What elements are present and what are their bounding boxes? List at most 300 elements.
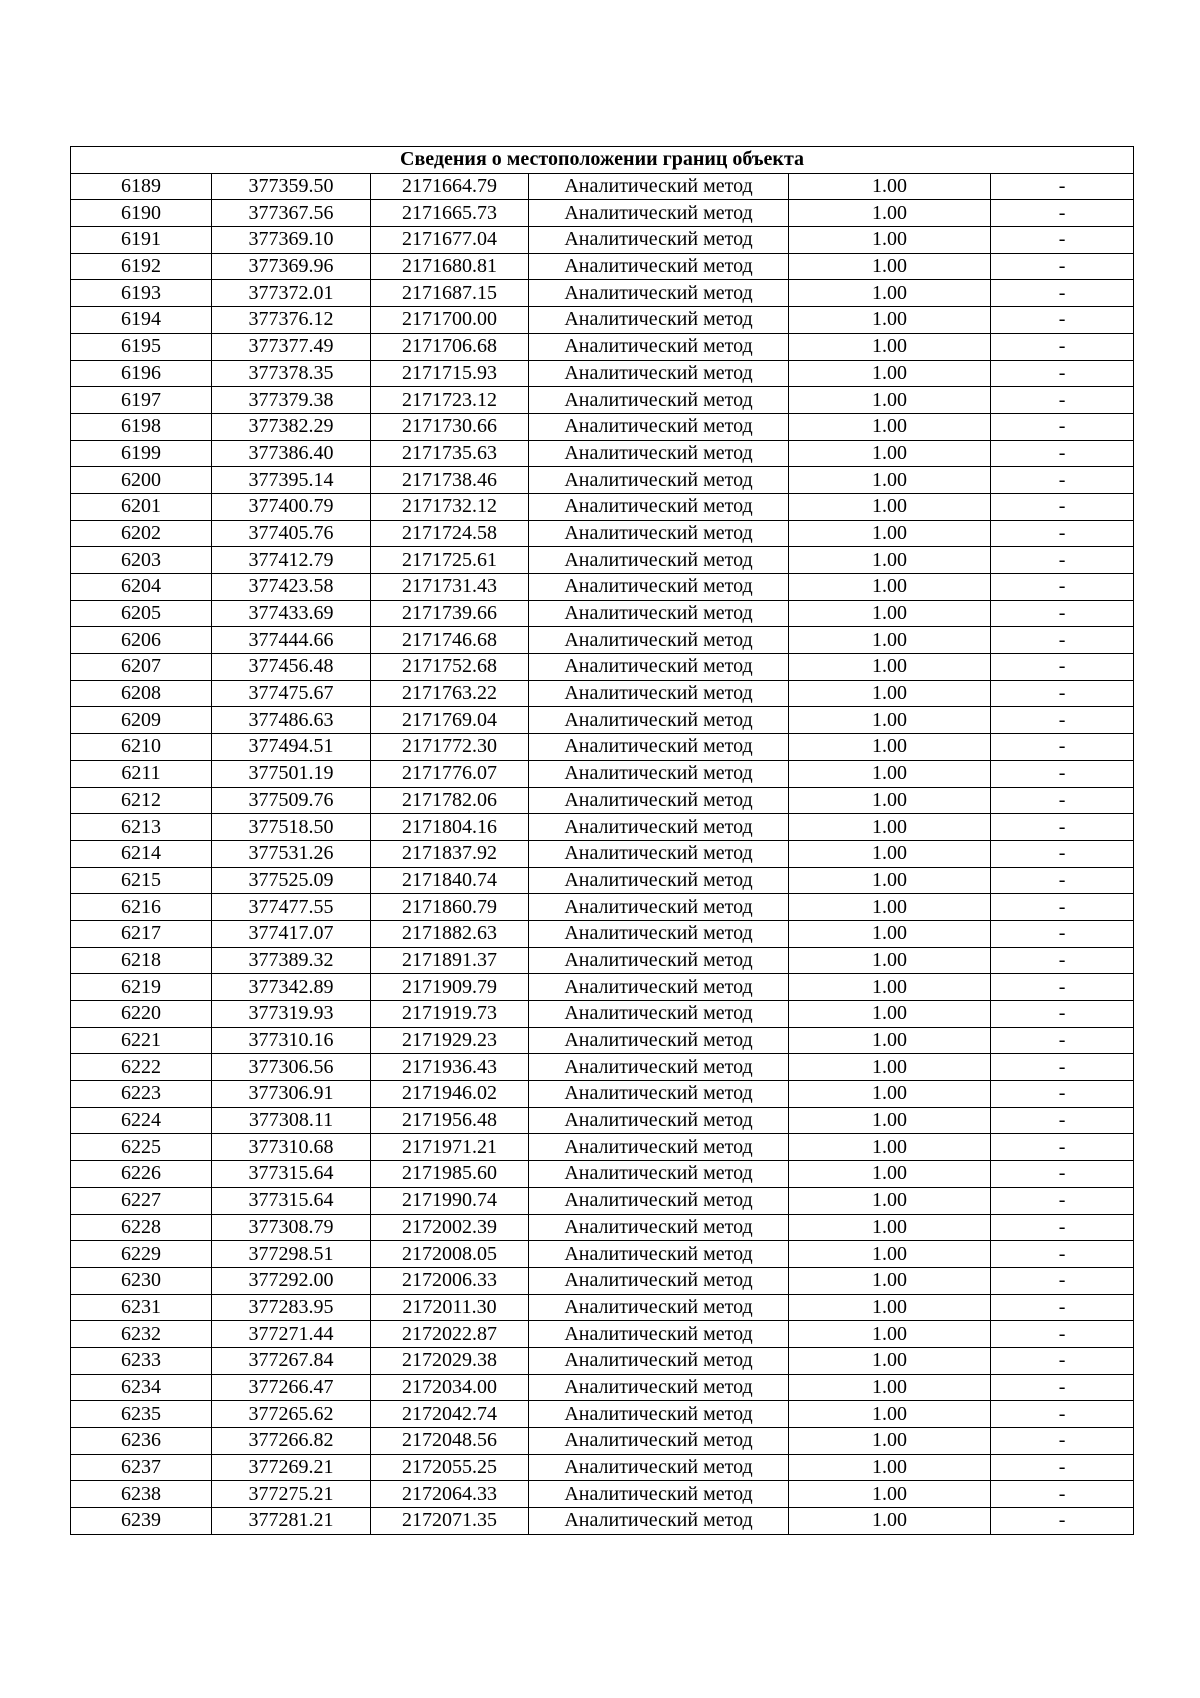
- point-number-cell: 6214: [71, 840, 212, 867]
- y-coordinate-cell: 2171782.06: [371, 787, 529, 814]
- table-row: [71, 440, 1134, 467]
- table-row: [71, 1374, 1134, 1401]
- method-cell: Аналитический метод: [529, 1428, 789, 1455]
- note-cell: -: [991, 360, 1134, 387]
- table-row: [71, 1107, 1134, 1134]
- note-cell: -: [991, 894, 1134, 921]
- note-cell: -: [991, 574, 1134, 601]
- note-cell: -: [991, 974, 1134, 1001]
- note-cell: -: [991, 600, 1134, 627]
- method-cell: Аналитический метод: [529, 493, 789, 520]
- table-row: [71, 1241, 1134, 1268]
- accuracy-cell: 1.00: [789, 734, 991, 761]
- table-row: [71, 360, 1134, 387]
- note-cell: -: [991, 1241, 1134, 1268]
- point-number-cell: 6206: [71, 627, 212, 654]
- accuracy-cell: 1.00: [789, 1134, 991, 1161]
- point-number-cell: 6196: [71, 360, 212, 387]
- point-number-cell: 6198: [71, 413, 212, 440]
- x-coordinate-cell: 377412.79: [212, 547, 371, 574]
- method-cell: Аналитический метод: [529, 867, 789, 894]
- x-coordinate-cell: 377342.89: [212, 974, 371, 1001]
- table-row: [71, 333, 1134, 360]
- x-coordinate-cell: 377395.14: [212, 467, 371, 494]
- table-row: [71, 894, 1134, 921]
- table-row: [71, 574, 1134, 601]
- accuracy-cell: 1.00: [789, 253, 991, 280]
- boundary-coordinates-table: [70, 146, 1134, 1535]
- table-row: [71, 227, 1134, 254]
- method-cell: Аналитический метод: [529, 173, 789, 200]
- method-cell: Аналитический метод: [529, 1294, 789, 1321]
- y-coordinate-cell: 2171730.66: [371, 413, 529, 440]
- note-cell: -: [991, 947, 1134, 974]
- point-number-cell: 6207: [71, 654, 212, 681]
- y-coordinate-cell: 2171746.68: [371, 627, 529, 654]
- x-coordinate-cell: 377266.82: [212, 1428, 371, 1455]
- method-cell: Аналитический метод: [529, 707, 789, 734]
- note-cell: -: [991, 1027, 1134, 1054]
- accuracy-cell: 1.00: [789, 1321, 991, 1348]
- accuracy-cell: 1.00: [789, 894, 991, 921]
- accuracy-cell: 1.00: [789, 920, 991, 947]
- table-title: Сведения о местоположении границ объекта: [71, 147, 1134, 174]
- point-number-cell: 6199: [71, 440, 212, 467]
- x-coordinate-cell: 377518.50: [212, 814, 371, 841]
- point-number-cell: 6232: [71, 1321, 212, 1348]
- point-number-cell: 6215: [71, 867, 212, 894]
- y-coordinate-cell: 2171724.58: [371, 520, 529, 547]
- method-cell: Аналитический метод: [529, 1321, 789, 1348]
- y-coordinate-cell: 2171731.43: [371, 574, 529, 601]
- point-number-cell: 6197: [71, 387, 212, 414]
- y-coordinate-cell: 2171687.15: [371, 280, 529, 307]
- note-cell: -: [991, 867, 1134, 894]
- accuracy-cell: 1.00: [789, 467, 991, 494]
- table-row: [71, 413, 1134, 440]
- method-cell: Аналитический метод: [529, 1027, 789, 1054]
- method-cell: Аналитический метод: [529, 520, 789, 547]
- accuracy-cell: 1.00: [789, 654, 991, 681]
- note-cell: -: [991, 1481, 1134, 1508]
- table-row: [71, 974, 1134, 1001]
- note-cell: -: [991, 1401, 1134, 1428]
- x-coordinate-cell: 377266.47: [212, 1374, 371, 1401]
- note-cell: -: [991, 467, 1134, 494]
- method-cell: Аналитический метод: [529, 574, 789, 601]
- point-number-cell: 6191: [71, 227, 212, 254]
- point-number-cell: 6194: [71, 307, 212, 334]
- x-coordinate-cell: 377315.64: [212, 1187, 371, 1214]
- x-coordinate-cell: 377319.93: [212, 1001, 371, 1028]
- note-cell: -: [991, 253, 1134, 280]
- x-coordinate-cell: 377369.10: [212, 227, 371, 254]
- method-cell: Аналитический метод: [529, 1054, 789, 1081]
- x-coordinate-cell: 377405.76: [212, 520, 371, 547]
- note-cell: -: [991, 1508, 1134, 1535]
- note-cell: -: [991, 1267, 1134, 1294]
- method-cell: Аналитический метод: [529, 1401, 789, 1428]
- accuracy-cell: 1.00: [789, 520, 991, 547]
- x-coordinate-cell: 377423.58: [212, 574, 371, 601]
- table-row: [71, 200, 1134, 227]
- table-row: [71, 1454, 1134, 1481]
- point-number-cell: 6237: [71, 1454, 212, 1481]
- accuracy-cell: 1.00: [789, 1428, 991, 1455]
- point-number-cell: 6236: [71, 1428, 212, 1455]
- accuracy-cell: 1.00: [789, 1481, 991, 1508]
- note-cell: -: [991, 760, 1134, 787]
- y-coordinate-cell: 2171804.16: [371, 814, 529, 841]
- x-coordinate-cell: 377310.16: [212, 1027, 371, 1054]
- method-cell: Аналитический метод: [529, 1134, 789, 1161]
- accuracy-cell: 1.00: [789, 760, 991, 787]
- y-coordinate-cell: 2171909.79: [371, 974, 529, 1001]
- x-coordinate-cell: 377475.67: [212, 680, 371, 707]
- point-number-cell: 6228: [71, 1214, 212, 1241]
- method-cell: Аналитический метод: [529, 1481, 789, 1508]
- point-number-cell: 6190: [71, 200, 212, 227]
- y-coordinate-cell: 2172071.35: [371, 1508, 529, 1535]
- method-cell: Аналитический метод: [529, 814, 789, 841]
- y-coordinate-cell: 2171739.66: [371, 600, 529, 627]
- note-cell: -: [991, 920, 1134, 947]
- x-coordinate-cell: 377376.12: [212, 307, 371, 334]
- x-coordinate-cell: 377433.69: [212, 600, 371, 627]
- y-coordinate-cell: 2172042.74: [371, 1401, 529, 1428]
- note-cell: -: [991, 413, 1134, 440]
- table-row: [71, 467, 1134, 494]
- note-cell: -: [991, 1214, 1134, 1241]
- table-row: [71, 493, 1134, 520]
- accuracy-cell: 1.00: [789, 680, 991, 707]
- method-cell: Аналитический метод: [529, 600, 789, 627]
- point-number-cell: 6208: [71, 680, 212, 707]
- x-coordinate-cell: 377379.38: [212, 387, 371, 414]
- x-coordinate-cell: 377531.26: [212, 840, 371, 867]
- method-cell: Аналитический метод: [529, 1374, 789, 1401]
- x-coordinate-cell: 377359.50: [212, 173, 371, 200]
- accuracy-cell: 1.00: [789, 627, 991, 654]
- method-cell: Аналитический метод: [529, 1454, 789, 1481]
- note-cell: -: [991, 1054, 1134, 1081]
- accuracy-cell: 1.00: [789, 440, 991, 467]
- x-coordinate-cell: 377382.29: [212, 413, 371, 440]
- accuracy-cell: 1.00: [789, 227, 991, 254]
- table-title-row: [71, 147, 1134, 174]
- y-coordinate-cell: 2171769.04: [371, 707, 529, 734]
- method-cell: Аналитический метод: [529, 627, 789, 654]
- y-coordinate-cell: 2171929.23: [371, 1027, 529, 1054]
- method-cell: Аналитический метод: [529, 333, 789, 360]
- y-coordinate-cell: 2171735.63: [371, 440, 529, 467]
- table-row: [71, 1481, 1134, 1508]
- accuracy-cell: 1.00: [789, 1081, 991, 1108]
- table-row: [71, 1214, 1134, 1241]
- method-cell: Аналитический метод: [529, 760, 789, 787]
- y-coordinate-cell: 2172048.56: [371, 1428, 529, 1455]
- table-row: [71, 787, 1134, 814]
- table-row: [71, 387, 1134, 414]
- point-number-cell: 6189: [71, 173, 212, 200]
- y-coordinate-cell: 2172022.87: [371, 1321, 529, 1348]
- method-cell: Аналитический метод: [529, 253, 789, 280]
- method-cell: Аналитический метод: [529, 1001, 789, 1028]
- point-number-cell: 6219: [71, 974, 212, 1001]
- note-cell: -: [991, 1001, 1134, 1028]
- method-cell: Аналитический метод: [529, 467, 789, 494]
- y-coordinate-cell: 2172011.30: [371, 1294, 529, 1321]
- table-row: [71, 1187, 1134, 1214]
- y-coordinate-cell: 2171891.37: [371, 947, 529, 974]
- table-row: [71, 1054, 1134, 1081]
- point-number-cell: 6211: [71, 760, 212, 787]
- point-number-cell: 6202: [71, 520, 212, 547]
- x-coordinate-cell: 377306.56: [212, 1054, 371, 1081]
- method-cell: Аналитический метод: [529, 654, 789, 681]
- point-number-cell: 6213: [71, 814, 212, 841]
- method-cell: Аналитический метод: [529, 440, 789, 467]
- note-cell: -: [991, 1081, 1134, 1108]
- x-coordinate-cell: 377456.48: [212, 654, 371, 681]
- x-coordinate-cell: 377444.66: [212, 627, 371, 654]
- point-number-cell: 6222: [71, 1054, 212, 1081]
- point-number-cell: 6224: [71, 1107, 212, 1134]
- x-coordinate-cell: 377308.11: [212, 1107, 371, 1134]
- point-number-cell: 6234: [71, 1374, 212, 1401]
- method-cell: Аналитический метод: [529, 974, 789, 1001]
- note-cell: -: [991, 1454, 1134, 1481]
- method-cell: Аналитический метод: [529, 307, 789, 334]
- table-row: [71, 1428, 1134, 1455]
- accuracy-cell: 1.00: [789, 547, 991, 574]
- x-coordinate-cell: 377292.00: [212, 1267, 371, 1294]
- x-coordinate-cell: 377367.56: [212, 200, 371, 227]
- y-coordinate-cell: 2171837.92: [371, 840, 529, 867]
- method-cell: Аналитический метод: [529, 920, 789, 947]
- table-row: [71, 654, 1134, 681]
- method-cell: Аналитический метод: [529, 840, 789, 867]
- accuracy-cell: 1.00: [789, 1161, 991, 1188]
- y-coordinate-cell: 2171715.93: [371, 360, 529, 387]
- method-cell: Аналитический метод: [529, 1347, 789, 1374]
- accuracy-cell: 1.00: [789, 1508, 991, 1535]
- note-cell: -: [991, 520, 1134, 547]
- table-row: [71, 760, 1134, 787]
- method-cell: Аналитический метод: [529, 680, 789, 707]
- accuracy-cell: 1.00: [789, 1401, 991, 1428]
- point-number-cell: 6204: [71, 574, 212, 601]
- y-coordinate-cell: 2171763.22: [371, 680, 529, 707]
- accuracy-cell: 1.00: [789, 493, 991, 520]
- table-row: [71, 1267, 1134, 1294]
- note-cell: -: [991, 1321, 1134, 1348]
- accuracy-cell: 1.00: [789, 1187, 991, 1214]
- table-row: [71, 1134, 1134, 1161]
- table-row: [71, 547, 1134, 574]
- point-number-cell: 6227: [71, 1187, 212, 1214]
- accuracy-cell: 1.00: [789, 1214, 991, 1241]
- x-coordinate-cell: 377267.84: [212, 1347, 371, 1374]
- y-coordinate-cell: 2171860.79: [371, 894, 529, 921]
- method-cell: Аналитический метод: [529, 1187, 789, 1214]
- note-cell: -: [991, 200, 1134, 227]
- method-cell: Аналитический метод: [529, 547, 789, 574]
- note-cell: -: [991, 1374, 1134, 1401]
- accuracy-cell: 1.00: [789, 307, 991, 334]
- accuracy-cell: 1.00: [789, 707, 991, 734]
- point-number-cell: 6209: [71, 707, 212, 734]
- x-coordinate-cell: 377417.07: [212, 920, 371, 947]
- point-number-cell: 6193: [71, 280, 212, 307]
- point-number-cell: 6203: [71, 547, 212, 574]
- point-number-cell: 6233: [71, 1347, 212, 1374]
- note-cell: -: [991, 1428, 1134, 1455]
- table-row: [71, 1001, 1134, 1028]
- x-coordinate-cell: 377389.32: [212, 947, 371, 974]
- point-number-cell: 6218: [71, 947, 212, 974]
- y-coordinate-cell: 2171738.46: [371, 467, 529, 494]
- point-number-cell: 6216: [71, 894, 212, 921]
- accuracy-cell: 1.00: [789, 1454, 991, 1481]
- note-cell: -: [991, 1347, 1134, 1374]
- note-cell: -: [991, 787, 1134, 814]
- point-number-cell: 6192: [71, 253, 212, 280]
- accuracy-cell: 1.00: [789, 360, 991, 387]
- note-cell: -: [991, 547, 1134, 574]
- point-number-cell: 6210: [71, 734, 212, 761]
- method-cell: Аналитический метод: [529, 200, 789, 227]
- method-cell: Аналитический метод: [529, 413, 789, 440]
- accuracy-cell: 1.00: [789, 387, 991, 414]
- table-row: [71, 867, 1134, 894]
- note-cell: -: [991, 680, 1134, 707]
- note-cell: -: [991, 1187, 1134, 1214]
- y-coordinate-cell: 2171680.81: [371, 253, 529, 280]
- table-body: [71, 173, 1134, 1534]
- x-coordinate-cell: 377400.79: [212, 493, 371, 520]
- accuracy-cell: 1.00: [789, 333, 991, 360]
- point-number-cell: 6217: [71, 920, 212, 947]
- method-cell: Аналитический метод: [529, 1267, 789, 1294]
- note-cell: -: [991, 734, 1134, 761]
- y-coordinate-cell: 2172034.00: [371, 1374, 529, 1401]
- point-number-cell: 6205: [71, 600, 212, 627]
- y-coordinate-cell: 2172064.33: [371, 1481, 529, 1508]
- table-row: [71, 1294, 1134, 1321]
- accuracy-cell: 1.00: [789, 1107, 991, 1134]
- note-cell: -: [991, 1107, 1134, 1134]
- accuracy-cell: 1.00: [789, 974, 991, 1001]
- method-cell: Аналитический метод: [529, 1508, 789, 1535]
- y-coordinate-cell: 2171919.73: [371, 1001, 529, 1028]
- table-row: [71, 1347, 1134, 1374]
- y-coordinate-cell: 2171840.74: [371, 867, 529, 894]
- y-coordinate-cell: 2171946.02: [371, 1081, 529, 1108]
- method-cell: Аналитический метод: [529, 1081, 789, 1108]
- y-coordinate-cell: 2171936.43: [371, 1054, 529, 1081]
- point-number-cell: 6229: [71, 1241, 212, 1268]
- point-number-cell: 6239: [71, 1508, 212, 1535]
- note-cell: -: [991, 493, 1134, 520]
- accuracy-cell: 1.00: [789, 413, 991, 440]
- y-coordinate-cell: 2171956.48: [371, 1107, 529, 1134]
- accuracy-cell: 1.00: [789, 787, 991, 814]
- note-cell: -: [991, 1134, 1134, 1161]
- table-row: [71, 947, 1134, 974]
- note-cell: -: [991, 387, 1134, 414]
- note-cell: -: [991, 1161, 1134, 1188]
- table-row: [71, 680, 1134, 707]
- method-cell: Аналитический метод: [529, 280, 789, 307]
- point-number-cell: 6223: [71, 1081, 212, 1108]
- x-coordinate-cell: 377308.79: [212, 1214, 371, 1241]
- table-row: [71, 1508, 1134, 1535]
- method-cell: Аналитический метод: [529, 894, 789, 921]
- table-row: [71, 920, 1134, 947]
- note-cell: -: [991, 654, 1134, 681]
- table-row: [71, 814, 1134, 841]
- x-coordinate-cell: 377369.96: [212, 253, 371, 280]
- table-row: [71, 1321, 1134, 1348]
- accuracy-cell: 1.00: [789, 574, 991, 601]
- note-cell: -: [991, 814, 1134, 841]
- x-coordinate-cell: 377509.76: [212, 787, 371, 814]
- table-row: [71, 307, 1134, 334]
- method-cell: Аналитический метод: [529, 787, 789, 814]
- method-cell: Аналитический метод: [529, 1241, 789, 1268]
- point-number-cell: 6235: [71, 1401, 212, 1428]
- point-number-cell: 6238: [71, 1481, 212, 1508]
- accuracy-cell: 1.00: [789, 1267, 991, 1294]
- note-cell: -: [991, 1294, 1134, 1321]
- method-cell: Аналитический метод: [529, 1161, 789, 1188]
- x-coordinate-cell: 377372.01: [212, 280, 371, 307]
- y-coordinate-cell: 2171664.79: [371, 173, 529, 200]
- y-coordinate-cell: 2171882.63: [371, 920, 529, 947]
- y-coordinate-cell: 2171752.68: [371, 654, 529, 681]
- y-coordinate-cell: 2172008.05: [371, 1241, 529, 1268]
- point-number-cell: 6225: [71, 1134, 212, 1161]
- x-coordinate-cell: 377269.21: [212, 1454, 371, 1481]
- x-coordinate-cell: 377281.21: [212, 1508, 371, 1535]
- table-row: [71, 520, 1134, 547]
- accuracy-cell: 1.00: [789, 840, 991, 867]
- table-row: [71, 1161, 1134, 1188]
- y-coordinate-cell: 2171772.30: [371, 734, 529, 761]
- accuracy-cell: 1.00: [789, 200, 991, 227]
- y-coordinate-cell: 2171677.04: [371, 227, 529, 254]
- x-coordinate-cell: 377377.49: [212, 333, 371, 360]
- table-row: [71, 253, 1134, 280]
- y-coordinate-cell: 2171990.74: [371, 1187, 529, 1214]
- y-coordinate-cell: 2172002.39: [371, 1214, 529, 1241]
- method-cell: Аналитический метод: [529, 227, 789, 254]
- y-coordinate-cell: 2172055.25: [371, 1454, 529, 1481]
- accuracy-cell: 1.00: [789, 1001, 991, 1028]
- point-number-cell: 6195: [71, 333, 212, 360]
- table-row: [71, 1027, 1134, 1054]
- table-row: [71, 600, 1134, 627]
- note-cell: -: [991, 280, 1134, 307]
- x-coordinate-cell: 377265.62: [212, 1401, 371, 1428]
- x-coordinate-cell: 377275.21: [212, 1481, 371, 1508]
- method-cell: Аналитический метод: [529, 947, 789, 974]
- y-coordinate-cell: 2171971.21: [371, 1134, 529, 1161]
- accuracy-cell: 1.00: [789, 173, 991, 200]
- note-cell: -: [991, 707, 1134, 734]
- x-coordinate-cell: 377486.63: [212, 707, 371, 734]
